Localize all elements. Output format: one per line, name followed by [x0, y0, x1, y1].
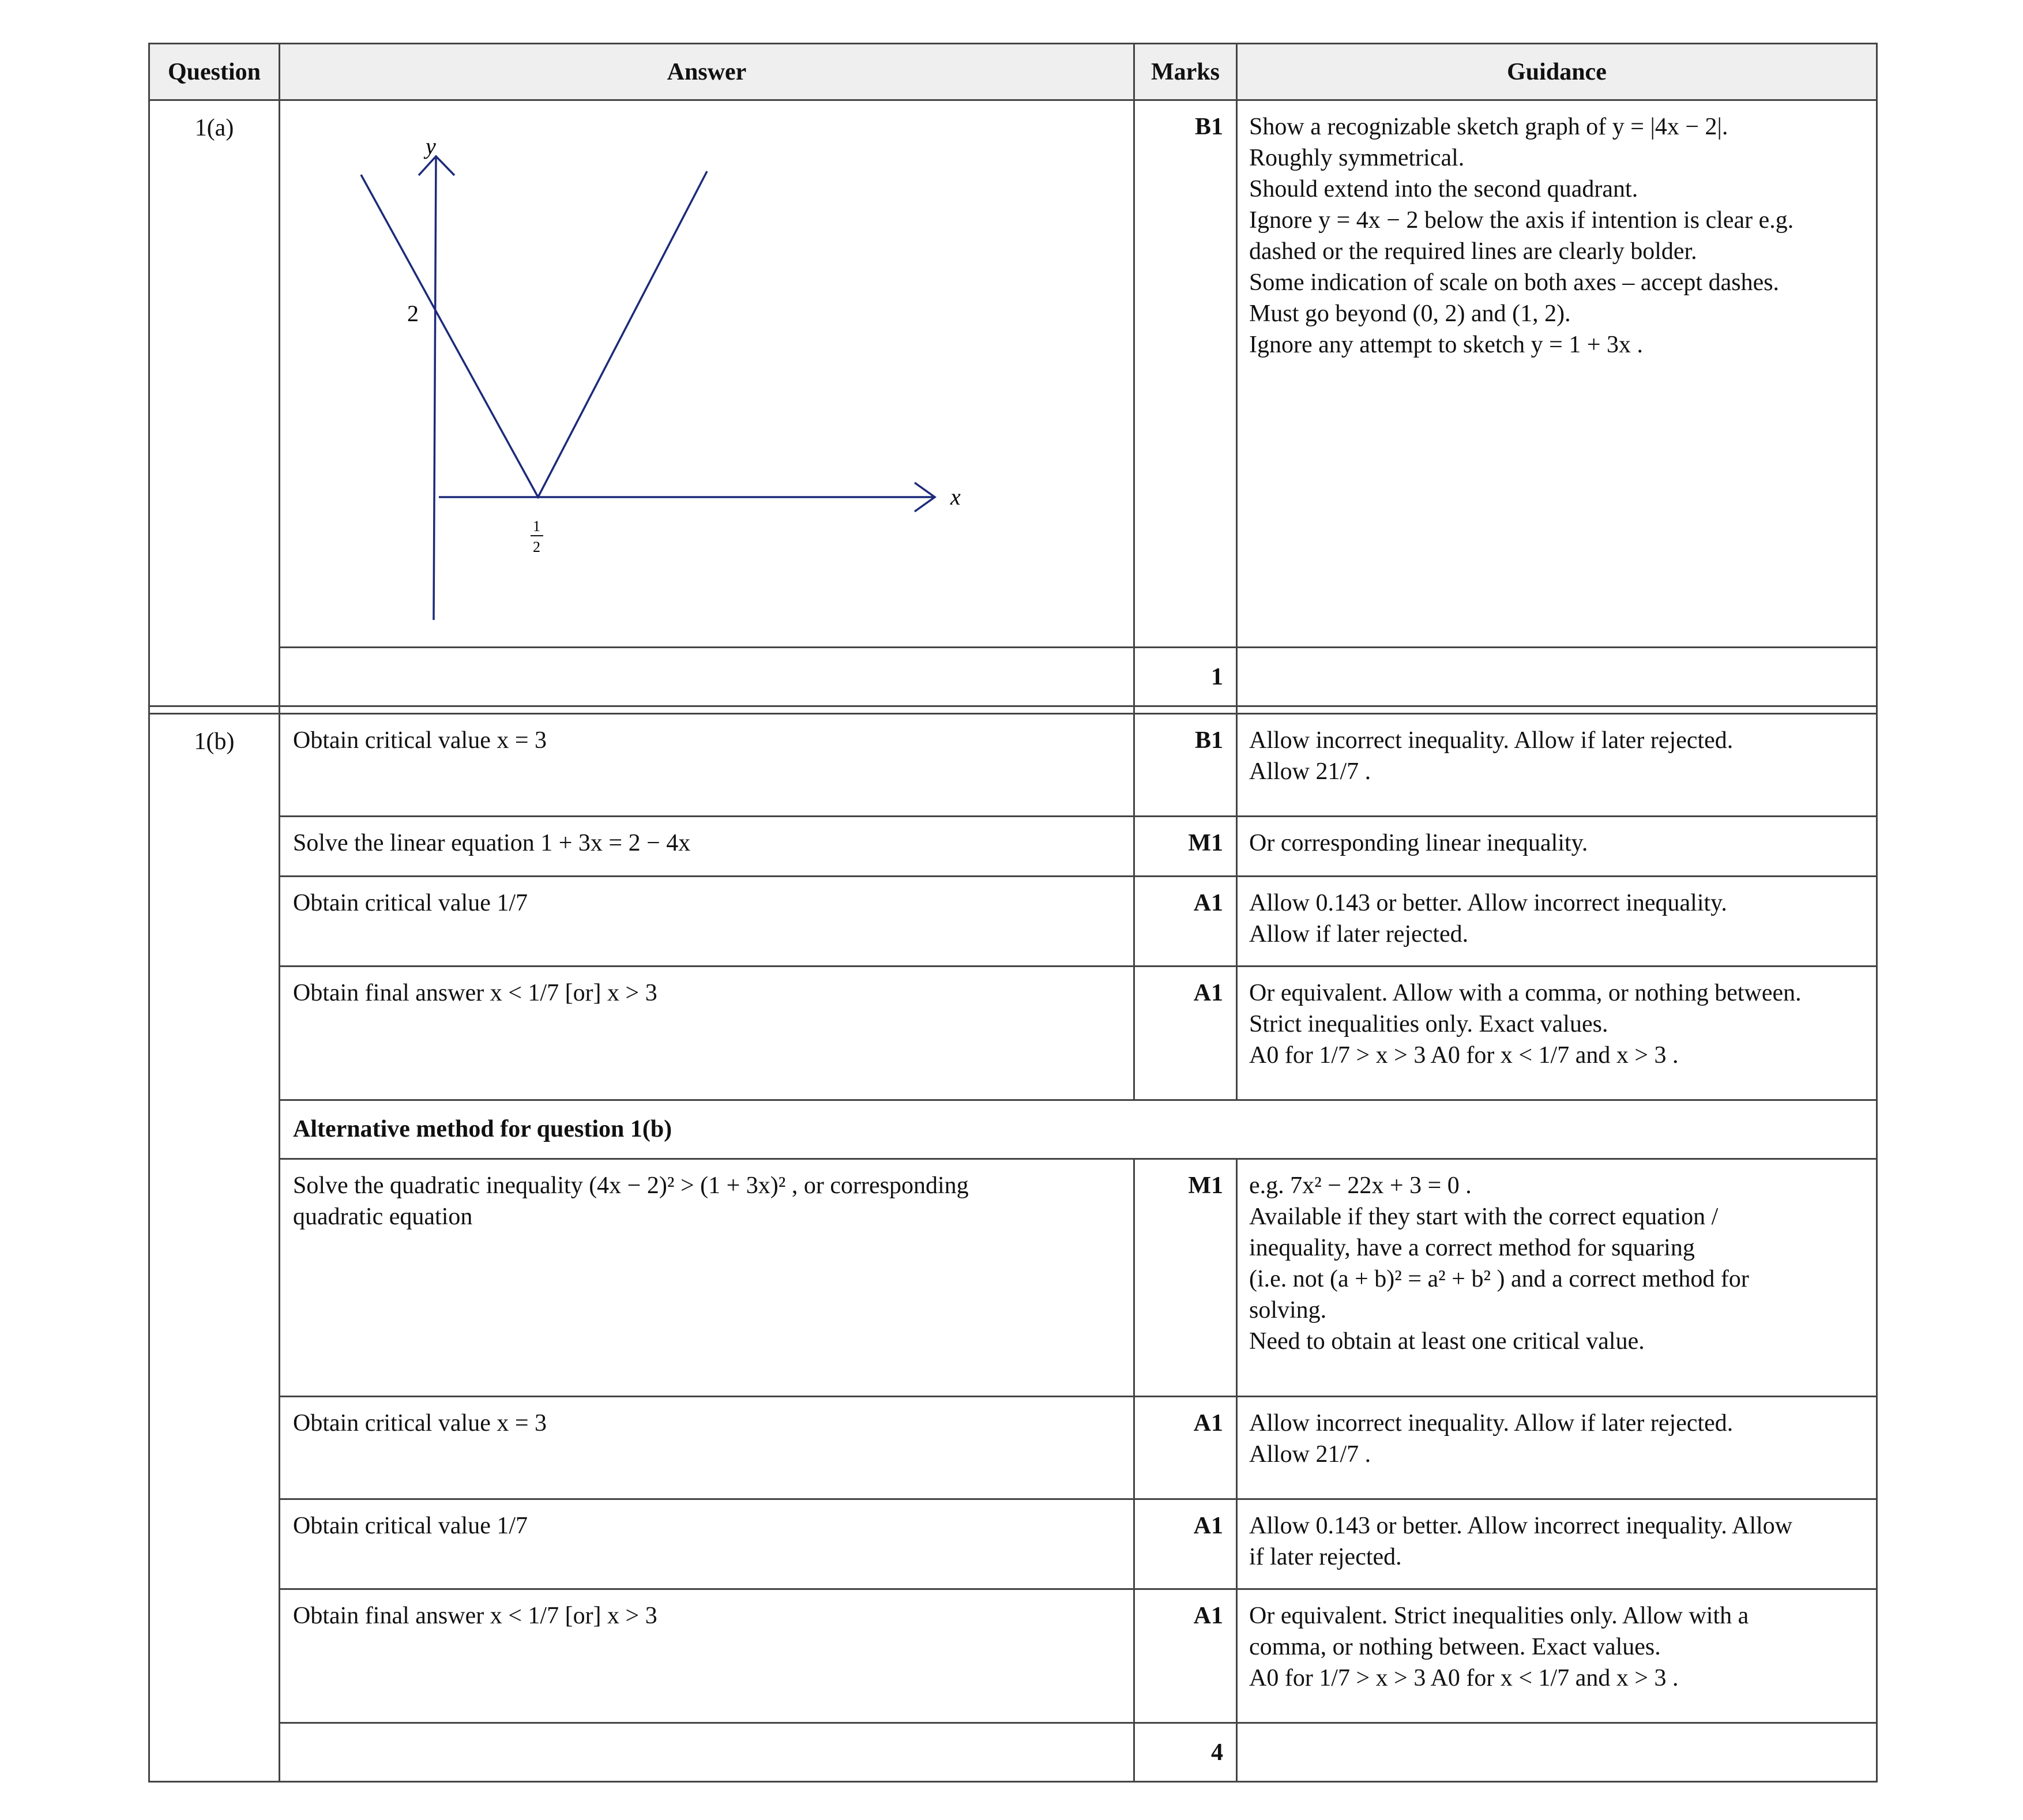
q1a-graph [280, 101, 1135, 646]
guidance [1237, 817, 1877, 877]
q1a-mark: B1 [1134, 100, 1237, 648]
q1b-row-2 [149, 817, 1877, 877]
x-intercept-numerator: 1 [533, 518, 540, 535]
guidance-line: comma, or nothing between. Exact values. [1249, 1634, 1661, 1660]
q1b-total: 4 [1134, 1723, 1237, 1782]
mark: A1 [1134, 877, 1237, 967]
guidance-line: Allow incorrect inequality. Allow if later rejected. [1249, 1410, 1734, 1437]
guidance [1237, 877, 1877, 967]
guidance-line: (i.e. not (a + b)² = a² + b² ) and a correct method for [1249, 1266, 1749, 1292]
answer-text: Obtain final answer x < 1/7 [or] x > 3 [280, 1589, 1134, 1723]
q1a-total-row [149, 648, 1877, 706]
graph-line-v [361, 171, 707, 497]
answer-line: quadratic equation [293, 1204, 473, 1230]
answer-text: Obtain critical value x = 3 [280, 1397, 1134, 1499]
q1b-label: 1(b) [149, 714, 280, 1782]
q1b-alt-row-4 [149, 1589, 1877, 1723]
header-answer: Answer [280, 44, 1134, 100]
guidance-line: Must go beyond (0, 2) and (1, 2). [1249, 300, 1571, 327]
mark-scheme-table [148, 43, 1878, 1783]
q1a-total: 1 [1134, 648, 1237, 706]
guidance-line: Should extend into the second quadrant. [1249, 176, 1638, 202]
q1a-total-guidance [1237, 648, 1877, 706]
separator-cell [1134, 706, 1237, 714]
answer-text: Obtain critical value 1/7 [280, 877, 1134, 967]
guidance-line: Ignore any attempt to sketch y = 1 + 3x . [1249, 332, 1644, 358]
answer-text: Obtain critical value 1/7 [280, 1499, 1134, 1589]
x-intercept-denominator: 2 [533, 539, 540, 555]
guidance [1237, 714, 1877, 817]
guidance-line: Or equivalent. Strict inequalities only. Allow with a [1249, 1603, 1749, 1629]
guidance-line: Allow 21/7 . [1249, 1441, 1371, 1468]
answer-text: Obtain final answer x < 1/7 [or] x > 3 [280, 967, 1134, 1100]
guidance-line: A0 for 1/7 > x > 3 A0 for x < 1/7 and x > 3 . [1249, 1042, 1679, 1069]
guidance-line: e.g. 7x² − 22x + 3 = 0 . [1249, 1172, 1472, 1199]
header-marks: Marks [1134, 44, 1237, 100]
guidance-line: Or equivalent. Allow with a comma, or nothing between. [1249, 980, 1802, 1006]
mark: A1 [1134, 967, 1237, 1100]
guidance-line: Roughly symmetrical. [1249, 145, 1465, 171]
q1b-row-3 [149, 877, 1877, 967]
y-axis-label: y [426, 133, 436, 159]
answer-text [280, 1159, 1134, 1397]
alt-method-heading: Alternative method for question 1(b) [280, 1100, 1877, 1159]
answer-line: Solve the quadratic inequality (4x − 2)² > (1 + 3x)² , or corresponding [293, 1172, 969, 1199]
guidance-line: A0 for 1/7 > x > 3 A0 for x < 1/7 and x > 3 . [1249, 1665, 1679, 1691]
q1b-alt-row-1 [149, 1159, 1877, 1397]
header-question: Question [149, 44, 280, 100]
guidance-line: Strict inequalities only. Exact values. [1249, 1011, 1608, 1037]
mark: A1 [1134, 1499, 1237, 1589]
guidance-line: Allow if later rejected. [1249, 921, 1469, 947]
guidance [1237, 1589, 1877, 1723]
guidance-line: Allow 21/7 . [1249, 758, 1371, 785]
separator-cell [1237, 706, 1877, 714]
guidance-line: Need to obtain at least one critical value. [1249, 1328, 1645, 1355]
guidance-line: if later rejected. [1249, 1544, 1402, 1570]
guidance-line: Allow 0.143 or better. Allow incorrect inequality. [1249, 890, 1727, 916]
q1b-total-answer [280, 1723, 1134, 1782]
guidance-line: Allow 0.143 or better. Allow incorrect inequality. Allow [1249, 1513, 1793, 1539]
q1a-guidance [1237, 100, 1877, 648]
guidance [1237, 1397, 1877, 1499]
mark: M1 [1134, 817, 1237, 877]
guidance-line: Ignore y = 4x − 2 below the axis if intention is clear e.g. [1249, 207, 1794, 234]
answer-text: Obtain critical value x = 3 [280, 714, 1134, 817]
header-row [149, 44, 1877, 100]
guidance-line: Available if they start with the correct equation / [1249, 1204, 1719, 1230]
guidance-line: Or corresponding linear inequality. [1249, 830, 1588, 856]
guidance-line: Allow incorrect inequality. Allow if later rejected. [1249, 727, 1734, 754]
y-axis [434, 158, 436, 620]
separator-row [149, 706, 1877, 714]
q1a-row [149, 100, 1877, 648]
header-guidance: Guidance [1237, 44, 1877, 100]
q1b-total-guidance [1237, 1723, 1877, 1782]
q1b-row-1 [149, 714, 1877, 817]
guidance-line: dashed or the required lines are clearly bolder. [1249, 238, 1697, 265]
q1a-answer-cell [280, 100, 1134, 648]
q1b-alt-row-2 [149, 1397, 1877, 1499]
separator-cell [280, 706, 1134, 714]
guidance-line: inequality, have a correct method for squaring [1249, 1235, 1695, 1261]
x-axis-label: x [950, 484, 961, 510]
guidance-line: Show a recognizable sketch graph of y = |4x − 2|. [1249, 114, 1728, 140]
y-intercept-label: 2 [407, 300, 419, 326]
q1a-total-answer [280, 648, 1134, 706]
guidance [1237, 1499, 1877, 1589]
mark: A1 [1134, 1397, 1237, 1499]
guidance-line: Some indication of scale on both axes – accept dashes. [1249, 269, 1780, 296]
guidance-line: solving. [1249, 1297, 1327, 1323]
answer-text: Solve the linear equation 1 + 3x = 2 − 4x [280, 817, 1134, 877]
alt-method-heading-row [149, 1100, 1877, 1159]
q1a-label: 1(a) [149, 100, 280, 706]
q1b-total-row [149, 1723, 1877, 1782]
separator-cell [149, 706, 280, 714]
mark: M1 [1134, 1159, 1237, 1397]
guidance [1237, 967, 1877, 1100]
q1b-alt-row-3 [149, 1499, 1877, 1589]
guidance [1237, 1159, 1877, 1397]
mark: B1 [1134, 714, 1237, 817]
q1b-row-4 [149, 967, 1877, 1100]
mark: A1 [1134, 1589, 1237, 1723]
